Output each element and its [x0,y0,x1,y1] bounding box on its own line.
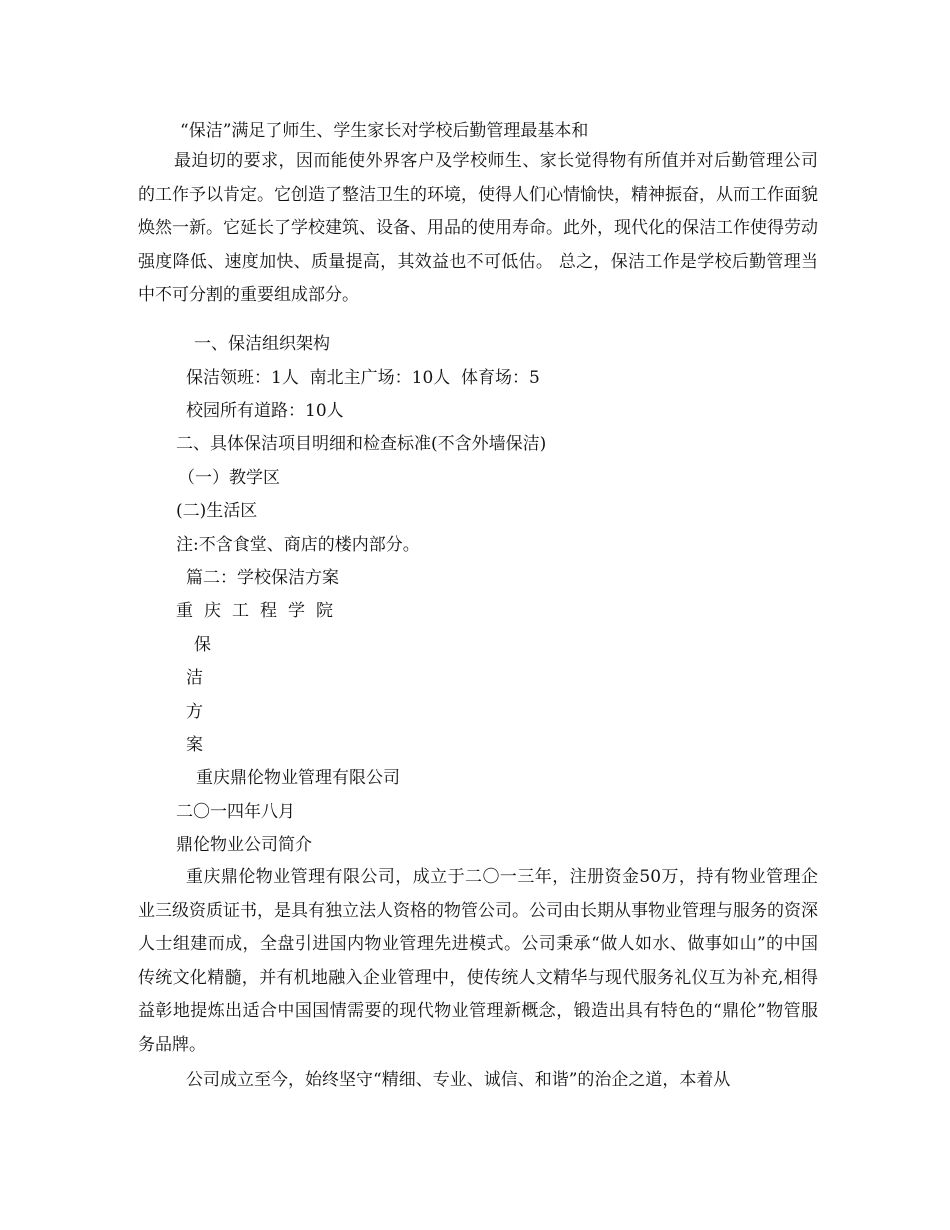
part2-heading: 篇二：学校保洁方案 [186,568,339,588]
last-line: 公司成立至今，始终坚守“精细、专业、诚信、和谐”的治企之道，本着从 [186,1070,731,1090]
intro-paragraph: 最迫切的要求，因而能使外界客户及学校师生、家长觉得物有所值并对后勤管理公司的工作予以肯定。它创造了整洁卫生的环境，使得人们心情愉快，精神振奋，从而工作面貌焕然一新。它延长了学校建筑、设备、用品的使用寿命。此外，现代化的保洁工作使得劳动强度降低、速度加快、质量提高，其效益也不可低估。 总之，保洁工作是学校后勤管理当中不可分割的重要组成部分。 [138,151,818,305]
note-line: 注:不含食堂、商店的楼内部分。 [176,535,420,555]
section-heading-organization: 一、保洁组织架构 [194,334,330,354]
profile-paragraph: 重庆鼎伦物业管理有限公司，成立于二〇一三年，注册资金50万，持有物业管理企业三级资质证书，是具有独立法人资格的物管公司。公司由长期从事物业管理与服务的资深人士组建而成，全盘引进国内物业管理先进模式。公司秉承“做人如水、做事如山”的中国传统文化精髓，并有机地融入企业管理中，使传统人文精华与现代服务礼仪互为补充,相得益彰地提炼出适合中国国情需要的现代物业管理新概念，锻造出具有特色的“鼎伦”物管服务品牌。 [138,867,818,1055]
title-char-1: 保 [194,635,211,655]
staff-line-2: 校园所有道路：10人 [186,401,344,421]
subsection-teaching-area: （一）教学区 [178,468,280,488]
title-char-3: 方 [186,702,203,722]
section-heading-items: 二、具体保洁项目明细和检查标准(不含外墙保洁) [176,434,547,454]
profile-heading: 鼎伦物业公司简介 [176,835,312,855]
subsection-living-area: (二)生活区 [176,501,258,521]
title-char-2: 洁 [186,668,203,688]
school-name: 重庆工程学院 [176,601,344,621]
intro-first-line: “保洁”满足了师生、学生家长对学校后勤管理最基本和 [180,121,589,141]
title-char-4: 案 [186,735,203,755]
company-name: 重庆鼎伦物业管理有限公司 [196,768,400,788]
document-date: 二〇一四年八月 [176,802,295,822]
staff-line-1: 保洁领班：1人 南北主广场：10人 体育场：5 [186,368,540,388]
